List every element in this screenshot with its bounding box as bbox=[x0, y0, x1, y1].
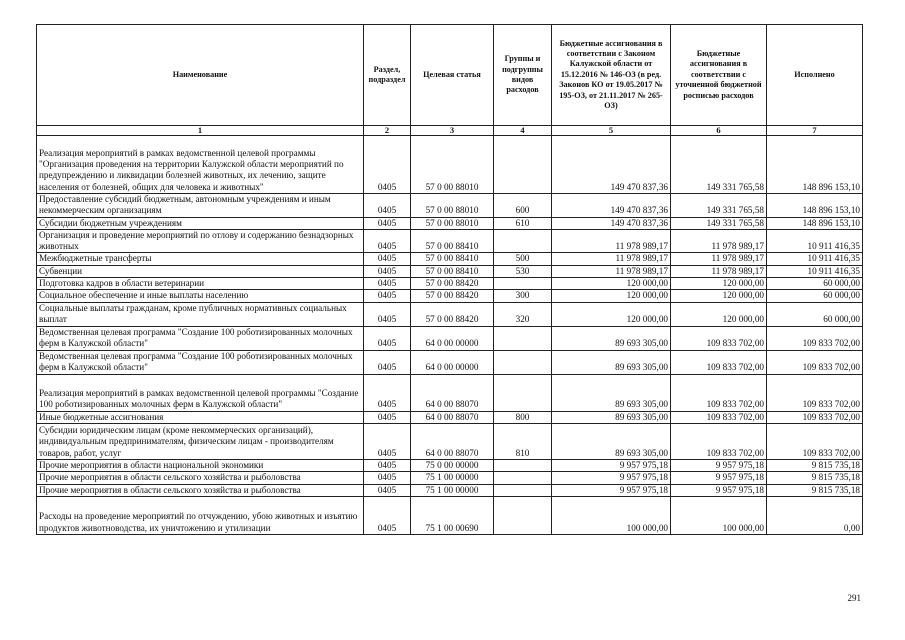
row-budget-allocation: 109 833 702,00 bbox=[671, 350, 767, 374]
row-group bbox=[494, 278, 552, 290]
table-row bbox=[37, 229, 863, 253]
row-law-allocation: 120 000,00 bbox=[552, 290, 671, 302]
row-name: Реализация мероприятий в рамках ведомственной целевой программы "Организация проведения на территории Калужской области мероприятий по предупреждению и ликвидации болезней животных, их лечению, защите населения от болезней, общих для человека и животных" bbox=[37, 136, 364, 194]
document-page bbox=[36, 24, 862, 535]
row-section: 0405 bbox=[364, 472, 411, 484]
table-row bbox=[37, 194, 863, 218]
row-law-allocation: 9 957 975,18 bbox=[552, 472, 671, 484]
row-target: 64 0 00 88070 bbox=[411, 374, 494, 411]
row-target: 57 0 00 88010 bbox=[411, 136, 494, 194]
row-name: Иные бюджетные ассигнования bbox=[37, 411, 364, 423]
row-law-allocation: 89 693 305,00 bbox=[552, 374, 671, 411]
row-section: 0405 bbox=[364, 423, 411, 459]
table-row bbox=[37, 459, 863, 471]
row-name: Ведомственная целевая программа "Создание 100 роботизированных молочных ферм в Калужской области" bbox=[37, 326, 364, 350]
row-budget-allocation: 9 957 975,18 bbox=[671, 472, 767, 484]
budget-table bbox=[36, 24, 863, 535]
row-budget-allocation: 120 000,00 bbox=[671, 278, 767, 290]
table-row bbox=[37, 290, 863, 302]
row-law-allocation: 120 000,00 bbox=[552, 302, 671, 326]
row-section: 0405 bbox=[364, 302, 411, 326]
row-target: 57 0 00 88410 bbox=[411, 265, 494, 277]
row-section: 0405 bbox=[364, 411, 411, 423]
row-executed: 60 000,00 bbox=[767, 278, 863, 290]
row-law-allocation: 100 000,00 bbox=[552, 496, 671, 534]
row-budget-allocation: 11 978 989,17 bbox=[671, 253, 767, 265]
row-budget-allocation: 9 957 975,18 bbox=[671, 484, 767, 496]
row-budget-allocation: 120 000,00 bbox=[671, 290, 767, 302]
row-executed: 9 815 735,18 bbox=[767, 484, 863, 496]
row-section: 0405 bbox=[364, 136, 411, 194]
row-target: 57 0 00 88010 bbox=[411, 217, 494, 229]
row-target: 64 0 00 00000 bbox=[411, 326, 494, 350]
row-group bbox=[494, 496, 552, 534]
column-number: 1 bbox=[37, 126, 364, 136]
row-group: 300 bbox=[494, 290, 552, 302]
row-section: 0405 bbox=[364, 278, 411, 290]
row-law-allocation: 120 000,00 bbox=[552, 278, 671, 290]
row-budget-allocation: 109 833 702,00 bbox=[671, 423, 767, 459]
row-group: 610 bbox=[494, 217, 552, 229]
header-target: Целевая статья bbox=[411, 25, 494, 126]
row-name: Субсидии юридическим лицам (кроме некоммерческих организаций), индивидуальным предпринимателям, физическим лицам - производителям товаров, работ, услуг bbox=[37, 423, 364, 459]
row-target: 75 1 00 00000 bbox=[411, 484, 494, 496]
table-row bbox=[37, 136, 863, 194]
row-law-allocation: 89 693 305,00 bbox=[552, 411, 671, 423]
row-name: Прочие мероприятия в области сельского хозяйства и рыболовства bbox=[37, 472, 364, 484]
row-name: Социальные выплаты гражданам, кроме публичных нормативных социальных выплат bbox=[37, 302, 364, 326]
table-row bbox=[37, 484, 863, 496]
row-target: 57 0 00 88420 bbox=[411, 290, 494, 302]
row-executed: 148 896 153,10 bbox=[767, 194, 863, 218]
row-section: 0405 bbox=[364, 290, 411, 302]
header-law-allocations: Бюджетные ассигнования в соответствии с Законом Калужской области от 15.12.2016 № 146-ОЗ (в ред. Законов КО от 19.05.2017 № 195-ОЗ, от 21.11.2017 № 265-ОЗ) bbox=[552, 25, 671, 126]
column-number: 7 bbox=[767, 126, 863, 136]
column-number: 3 bbox=[411, 126, 494, 136]
header-section: Раздел, подраздел bbox=[364, 25, 411, 126]
header-name: Наименование bbox=[37, 25, 364, 126]
row-law-allocation: 11 978 989,17 bbox=[552, 265, 671, 277]
row-executed: 9 815 735,18 bbox=[767, 459, 863, 471]
row-executed: 109 833 702,00 bbox=[767, 326, 863, 350]
row-group bbox=[494, 374, 552, 411]
column-number: 6 bbox=[671, 126, 767, 136]
page-number: 291 bbox=[847, 593, 861, 603]
row-name: Субсидии бюджетным учреждениям bbox=[37, 217, 364, 229]
row-name: Ведомственная целевая программа "Создание 100 роботизированных молочных ферм в Калужской области" bbox=[37, 350, 364, 374]
row-group bbox=[494, 136, 552, 194]
row-target: 57 0 00 88010 bbox=[411, 194, 494, 218]
column-number: 2 bbox=[364, 126, 411, 136]
row-executed: 109 833 702,00 bbox=[767, 411, 863, 423]
row-law-allocation: 149 470 837,36 bbox=[552, 194, 671, 218]
row-name: Подготовка кадров в области ветеринарии bbox=[37, 278, 364, 290]
row-budget-allocation: 9 957 975,18 bbox=[671, 459, 767, 471]
row-budget-allocation: 109 833 702,00 bbox=[671, 411, 767, 423]
row-target: 64 0 00 88070 bbox=[411, 423, 494, 459]
row-target: 75 0 00 00000 bbox=[411, 459, 494, 471]
row-target: 75 1 00 00690 bbox=[411, 496, 494, 534]
row-group: 320 bbox=[494, 302, 552, 326]
row-name: Организация и проведение мероприятий по отлову и содержанию безнадзорных животных bbox=[37, 229, 364, 253]
table-row bbox=[37, 350, 863, 374]
row-budget-allocation: 149 331 765,58 bbox=[671, 217, 767, 229]
row-executed: 9 815 735,18 bbox=[767, 472, 863, 484]
row-name: Межбюджетные трансферты bbox=[37, 253, 364, 265]
row-name: Прочие мероприятия в области сельского хозяйства и рыболовства bbox=[37, 484, 364, 496]
row-executed: 148 896 153,10 bbox=[767, 136, 863, 194]
row-target: 57 0 00 88420 bbox=[411, 302, 494, 326]
row-name: Социальное обеспечение и иные выплаты населению bbox=[37, 290, 364, 302]
row-section: 0405 bbox=[364, 484, 411, 496]
row-law-allocation: 89 693 305,00 bbox=[552, 350, 671, 374]
row-target: 75 1 00 00000 bbox=[411, 472, 494, 484]
row-budget-allocation: 11 978 989,17 bbox=[671, 265, 767, 277]
row-law-allocation: 9 957 975,18 bbox=[552, 459, 671, 471]
row-group bbox=[494, 459, 552, 471]
row-executed: 148 896 153,10 bbox=[767, 217, 863, 229]
row-law-allocation: 149 470 837,36 bbox=[552, 136, 671, 194]
row-target: 64 0 00 00000 bbox=[411, 350, 494, 374]
row-executed: 10 911 416,35 bbox=[767, 253, 863, 265]
row-section: 0405 bbox=[364, 326, 411, 350]
row-group bbox=[494, 326, 552, 350]
table-row bbox=[37, 265, 863, 277]
row-target: 64 0 00 88070 bbox=[411, 411, 494, 423]
table-row bbox=[37, 411, 863, 423]
row-executed: 60 000,00 bbox=[767, 302, 863, 326]
row-group: 800 bbox=[494, 411, 552, 423]
row-group bbox=[494, 350, 552, 374]
row-executed: 60 000,00 bbox=[767, 290, 863, 302]
row-law-allocation: 9 957 975,18 bbox=[552, 484, 671, 496]
row-law-allocation: 89 693 305,00 bbox=[552, 423, 671, 459]
row-target: 57 0 00 88410 bbox=[411, 229, 494, 253]
row-section: 0405 bbox=[364, 253, 411, 265]
row-name: Прочие мероприятия в области национальной экономики bbox=[37, 459, 364, 471]
row-target: 57 0 00 88410 bbox=[411, 253, 494, 265]
row-budget-allocation: 120 000,00 bbox=[671, 302, 767, 326]
column-number: 5 bbox=[552, 126, 671, 136]
row-executed: 0,00 bbox=[767, 496, 863, 534]
row-budget-allocation: 149 331 765,58 bbox=[671, 136, 767, 194]
row-name: Реализация мероприятий в рамках ведомственной целевой программы "Создание 100 роботизированных молочных ферм в Калужской области" bbox=[37, 374, 364, 411]
row-section: 0405 bbox=[364, 217, 411, 229]
row-section: 0405 bbox=[364, 194, 411, 218]
row-section: 0405 bbox=[364, 459, 411, 471]
row-law-allocation: 11 978 989,17 bbox=[552, 229, 671, 253]
row-target: 57 0 00 88420 bbox=[411, 278, 494, 290]
row-executed: 109 833 702,00 bbox=[767, 350, 863, 374]
row-name: Субвенции bbox=[37, 265, 364, 277]
row-section: 0405 bbox=[364, 350, 411, 374]
row-group: 810 bbox=[494, 423, 552, 459]
row-budget-allocation: 11 978 989,17 bbox=[671, 229, 767, 253]
column-number-row bbox=[37, 126, 863, 136]
table-row bbox=[37, 374, 863, 411]
row-budget-allocation: 100 000,00 bbox=[671, 496, 767, 534]
table-row bbox=[37, 496, 863, 534]
row-budget-allocation: 149 331 765,58 bbox=[671, 194, 767, 218]
table-row bbox=[37, 423, 863, 459]
table-row bbox=[37, 278, 863, 290]
row-executed: 109 833 702,00 bbox=[767, 374, 863, 411]
row-name: Расходы на проведение мероприятий по отчуждению, убою животных и изъятию продуктов животноводства, их уничтожению и утилизации bbox=[37, 496, 364, 534]
row-group bbox=[494, 472, 552, 484]
row-section: 0405 bbox=[364, 229, 411, 253]
column-number: 4 bbox=[494, 126, 552, 136]
row-law-allocation: 149 470 837,36 bbox=[552, 217, 671, 229]
row-section: 0405 bbox=[364, 265, 411, 277]
row-section: 0405 bbox=[364, 496, 411, 534]
table-row bbox=[37, 253, 863, 265]
row-law-allocation: 11 978 989,17 bbox=[552, 253, 671, 265]
row-section: 0405 bbox=[364, 374, 411, 411]
header-expense-group: Группы и подгруппы видов расходов bbox=[494, 25, 552, 126]
row-budget-allocation: 109 833 702,00 bbox=[671, 374, 767, 411]
row-group bbox=[494, 484, 552, 496]
row-group bbox=[494, 229, 552, 253]
header-executed: Исполнено bbox=[767, 25, 863, 126]
row-group: 530 bbox=[494, 265, 552, 277]
table-row bbox=[37, 472, 863, 484]
row-group: 600 bbox=[494, 194, 552, 218]
table-row bbox=[37, 217, 863, 229]
row-law-allocation: 89 693 305,00 bbox=[552, 326, 671, 350]
row-executed: 10 911 416,35 bbox=[767, 265, 863, 277]
table-row bbox=[37, 302, 863, 326]
row-name: Предоставление субсидий бюджетным, автономным учреждениям и иным некоммерческим организациям bbox=[37, 194, 364, 218]
row-group: 500 bbox=[494, 253, 552, 265]
header-row bbox=[37, 25, 863, 126]
table-row bbox=[37, 326, 863, 350]
row-executed: 10 911 416,35 bbox=[767, 229, 863, 253]
row-budget-allocation: 109 833 702,00 bbox=[671, 326, 767, 350]
row-executed: 109 833 702,00 bbox=[767, 423, 863, 459]
header-budget-allocations: Бюджетные ассигнования в соответствии с уточненной бюджетной росписью расходов bbox=[671, 25, 767, 126]
